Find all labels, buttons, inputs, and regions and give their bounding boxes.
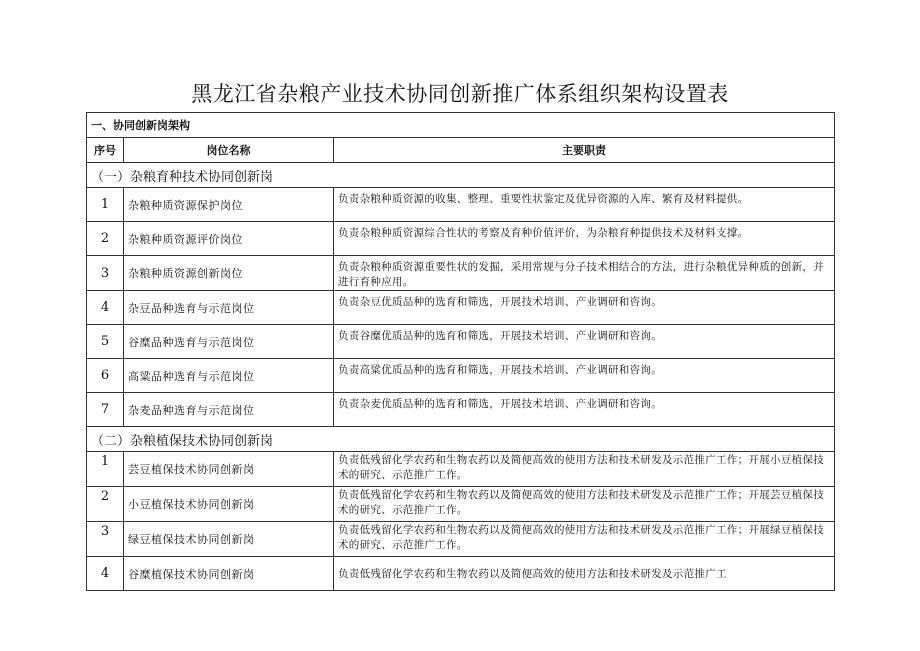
row-post: 谷糜植保技术协同创新岗 [124,557,334,591]
table-row [87,359,835,393]
row-post: 芸豆植保技术协同创新岗 [124,452,334,487]
table-row [87,222,835,256]
row-no: 3 [87,256,124,291]
row-post: 高粱品种选育与示范岗位 [124,359,334,393]
header-no: 序号 [87,138,124,163]
row-post: 绿豆植保技术协同创新岗 [124,522,334,557]
row-duty: 负责谷糜优质品种的选育和筛选，开展技术培训、产业调研和咨询。 [334,325,835,359]
row-no: 7 [87,393,124,427]
row-duty: 负责杂粮种质资源的收集、整理、重要性状鉴定及优异资源的入库、繁育及材料提供。 [334,188,835,222]
row-duty: 负责低残留化学农药和生物农药以及简便高效的使用方法和技术研发及示范推广工 [334,557,835,591]
table-row [87,325,835,359]
section-title: 一、协同创新岗架构 [87,113,835,138]
group-title: （二）杂粮植保技术协同创新岗 [87,427,835,452]
row-post: 杂粮种质资源创新岗位 [124,256,334,291]
row-no: 2 [87,222,124,256]
row-no: 5 [87,325,124,359]
table-row [87,557,835,591]
row-duty: 负责低残留化学农药和生物农药以及简便高效的使用方法和技术研发及示范推广工作；开展绿豆植保技术的研究、示范推广工作。 [334,522,835,557]
row-no: 4 [87,557,124,591]
table-row [87,487,835,522]
group-row-plant-protection [87,427,835,452]
header-duty: 主要职责 [334,138,835,163]
org-structure-table [86,112,835,591]
row-no: 4 [87,291,124,325]
row-duty: 负责杂粮种质资源重要性状的发掘，采用常规与分子技术相结合的方法，进行杂粮优异种质的创新，并进行育种应用。 [334,256,835,291]
row-duty: 负责杂麦优质品种的选育和筛选，开展技术培训、产业调研和咨询。 [334,393,835,427]
table-row [87,522,835,557]
group-row-breeding [87,163,835,188]
header-row [87,138,835,163]
page-title: 黑龙江省杂粮产业技术协同创新推广体系组织架构设置表 [191,82,729,106]
row-duty: 负责低残留化学农药和生物农药以及简便高效的使用方法和技术研发及示范推广工作；开展小豆植保技术的研究、示范推广工作。 [334,452,835,487]
section-row [87,113,835,138]
row-no: 1 [87,452,124,487]
row-post: 谷糜品种选育与示范岗位 [124,325,334,359]
table-row [87,393,835,427]
table-row [87,452,835,487]
group-title: （一）杂粮育种技术协同创新岗 [87,163,835,188]
table-row [87,256,835,291]
row-duty: 负责低残留化学农药和生物农药以及简便高效的使用方法和技术研发及示范推广工作；开展芸豆植保技术的研究、示范推广工作。 [334,487,835,522]
header-post: 岗位名称 [124,138,334,163]
row-duty: 负责杂豆优质品种的选育和筛选，开展技术培训、产业调研和咨询。 [334,291,835,325]
row-duty: 负责杂粮种质资源综合性状的考察及育种价值评价，为杂粮育种提供技术及材料支撑。 [334,222,835,256]
row-post: 杂麦品种选育与示范岗位 [124,393,334,427]
row-post: 杂豆品种选育与示范岗位 [124,291,334,325]
table-row [87,291,835,325]
row-no: 2 [87,487,124,522]
row-no: 6 [87,359,124,393]
row-no: 3 [87,522,124,557]
row-duty: 负责高粱优质品种的选育和筛选，开展技术培训、产业调研和咨询。 [334,359,835,393]
row-no: 1 [87,188,124,222]
row-post: 杂粮种质资源保护岗位 [124,188,334,222]
row-post: 杂粮种质资源评价岗位 [124,222,334,256]
table-row [87,188,835,222]
row-post: 小豆植保技术协同创新岗 [124,487,334,522]
